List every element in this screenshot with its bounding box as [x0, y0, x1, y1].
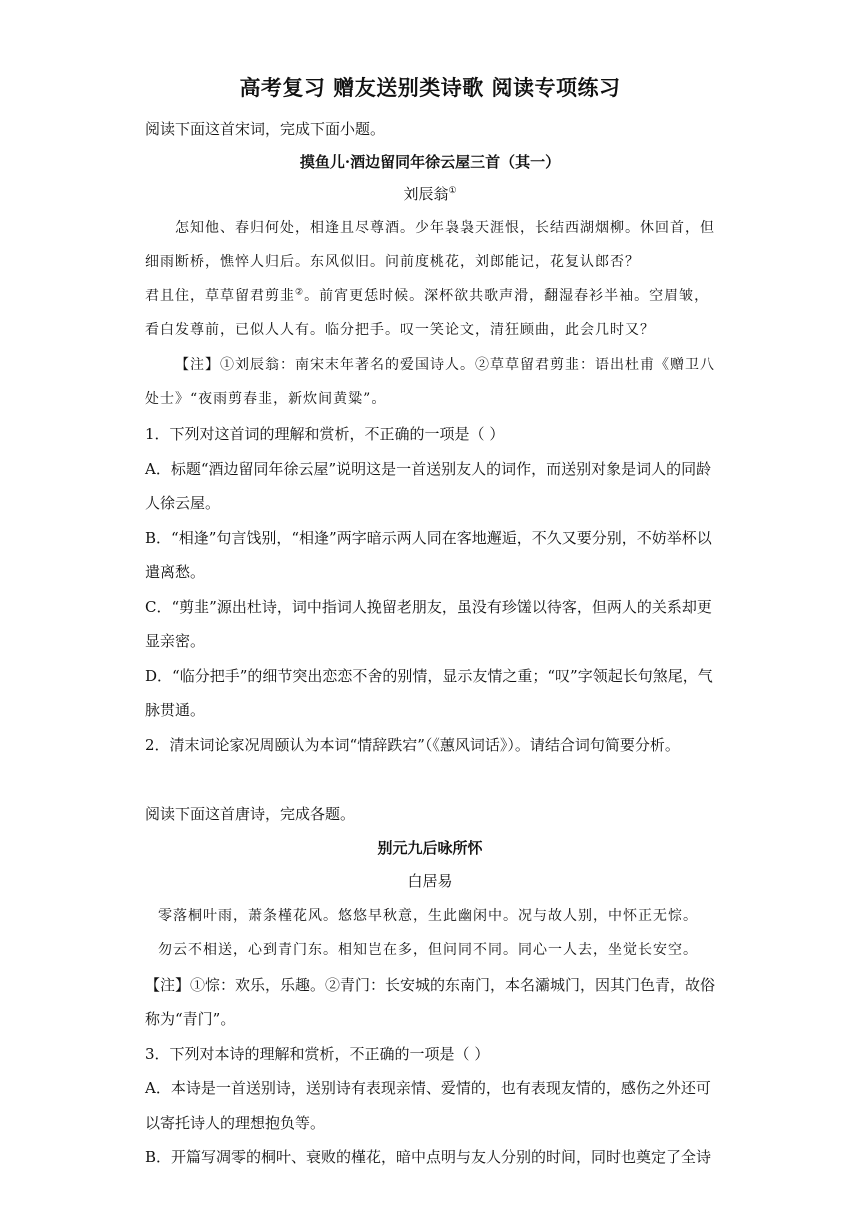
poem1-line-part: 君且住，草草留君剪韭 [145, 288, 295, 304]
q3-option-line: 以寄托诗人的理想抱负等。 [145, 1114, 326, 1132]
q3-option-line: A．本诗是一首送别诗，送别诗有表现亲情、爱情的，也有表现友情的，感伤之外还可 [145, 1079, 711, 1097]
poem2-author: 白居易 [407, 872, 453, 890]
poem1-line [145, 286, 720, 306]
question-2: 2．清末词论家况周颐认为本词“情辞跌宕”（《蕙风词话》）。请结合词句简要分析。 [145, 736, 680, 754]
poem1-author [0, 184, 860, 204]
poem1-note-mark: ② [295, 287, 305, 298]
poem1-title: 摸鱼儿·酒边留同年徐云屋三首（其一） [299, 153, 561, 171]
poem2-line: 勿云不相送，心到青门东。相知岂在多，但问同不同。同心一人去，坐觉长安空。 [158, 942, 698, 958]
document-title: 高考复习 赠友送别类诗歌 阅读专项练习 [239, 76, 621, 100]
q1-option-line: A．标题“酒边留同年徐云屋”说明这是一首送别友人的词作，而送别对象是词人的同龄 [145, 460, 712, 478]
poem1-author-name: 刘辰翁 [403, 185, 449, 203]
poem1-line: 细雨断桥，憔悴人归后。东风似旧。问前度桃花，刘郎能记，花复认郎否？ [145, 254, 640, 270]
poem1-note-line: 【注】①刘辰翁：南宋末年著名的爱国诗人。②草草留君剪韭：语出杜甫《赠卫八 [175, 357, 715, 373]
poem2-title: 别元九后咏所怀 [377, 839, 483, 857]
section1-intro: 阅读下面这首宋词，完成下面小题。 [145, 120, 386, 138]
q1-option-line: 遣离愁。 [145, 563, 206, 581]
poem1-line-part: 。前宵更恁时候。深杯欲共歌声滑，翻湿春衫半袖。空眉皱， [304, 288, 710, 304]
section2-intro: 阅读下面这首唐诗，完成各题。 [145, 805, 356, 823]
author-note-mark: ① [448, 186, 457, 196]
poem2-line: 零落桐叶雨，萧条槿花风。悠悠早秋意，生此幽闲中。况与故人别，中怀正无悰。 [158, 908, 698, 924]
poem1-line: 看白发尊前，已似人人有。临分把手。叹一笑论文，清狂顾曲，此会几时又？ [145, 322, 655, 338]
q1-option-line: 脉贯通。 [145, 701, 206, 719]
q1-option-line: 人徐云屋。 [145, 494, 221, 512]
q1-option-line: D．“临分把手”的细节突出恋恋不舍的别情，显示友情之重；“叹”字领起长句煞尾，气 [145, 667, 713, 685]
q3-option-line: B．开篇写凋零的桐叶、衰败的槿花，暗中点明与友人分别的时间，同时也奠定了全诗 [145, 1148, 712, 1166]
poem1-line: 怎知他、春归何处，相逢且尽尊酒。少年袅袅天涯恨，长结西湖烟柳。休回首，但 [175, 220, 715, 236]
poem1-note-line: 处士》“夜雨剪春韭，新炊间黄粱”。 [145, 391, 387, 407]
q1-option-line: 显亲密。 [145, 632, 206, 650]
poem2-note-line: 称为“青门”。 [145, 1010, 236, 1028]
question-1: 1．下列对这首词的理解和赏析，不正确的一项是（ ） [145, 425, 505, 443]
question-3: 3．下列对本诗的理解和赏析，不正确的一项是（ ） [145, 1045, 490, 1063]
poem2-note-line: 【注】①悰：欢乐，乐趣。②青门：长安城的东南门，本名灞城门，因其门色青，故俗 [145, 976, 716, 994]
q1-option-line: B．“相逢”句言饯别，“相逢”两字暗示两人同在客地邂逅，不久又要分别，不妨举杯以 [145, 529, 712, 547]
q1-option-line: C．“剪韭”源出杜诗，词中指词人挽留老朋友，虽没有珍馐以待客，但两人的关系却更 [145, 598, 712, 616]
